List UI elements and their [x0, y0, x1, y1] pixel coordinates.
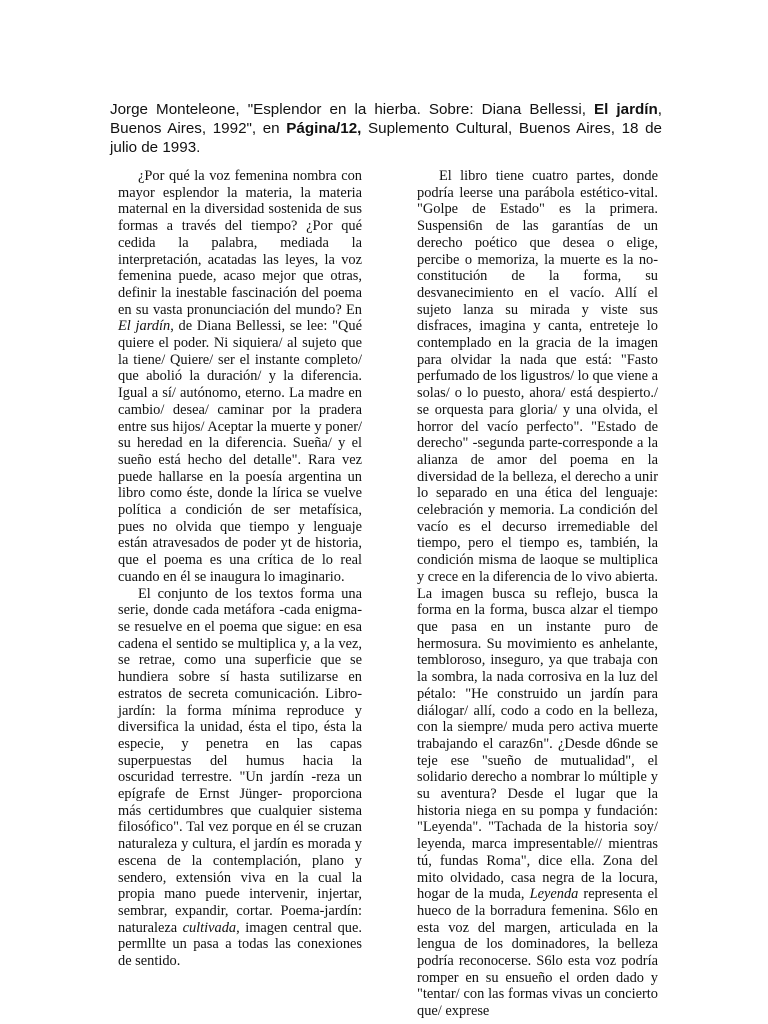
- left-column: [118, 168, 362, 970]
- left-p2-text-b: , imagen central que. permllte un pasa a todas las conexiones de sentido.: [118, 919, 362, 970]
- left-p2-text-a: El conjunto de los textos forma una serie, donde cada metáfora -cada enigma- se resuelve en el poema que sigue: en esa cadena el sentido se multiplica y, a la vez, se retrae, como una superficie que se hundiera sobre sí hasta sutilizarse en estratos de secreta comunicación. Libro-jardín: la forma mínima reproduce y diversifica la unidad, ésta el tipo, ésta la especie, y penetra en las capas superpuestas del humus hacia la oscuridad terrestre. "Un jardín -reza un epígrafe de Ernst Jünger- proporciona más certidumbres que cualquier sistema filosófico". Tal vez porque en él se cruzan naturaleza y cultura, el jardín es morada y escena de la contemplación, plano y sendero, extensión viva en la cual la propia mano puede intervenir, injertar, sembrar, expandir, cortar. Poema-jardín: naturaleza: [118, 585, 362, 936]
- left-paragraph-1: [118, 168, 362, 586]
- citation-text-2: , Buenos Aires, 1992", en: [110, 101, 662, 137]
- left-p1-book-title: El jardín: [118, 318, 171, 335]
- left-p1-text-a: ¿Por qué la voz femenina nombra con mayor esplendor la materia, la materia maternal en la diversidad sostenida de sus formas a través del tiempo? ¿Por qué cedida la palabra, mediada la interpretación, acatadas las leyes, la voz femenina puede, acaso mejor que otras, definir la inestable fascinación del poema en su vasta pronunciación del mundo? En: [118, 168, 362, 318]
- right-p1-text-a: El libro tiene cuatro partes, donde podría leerse una parábola estético-vital. "Golpe de Estado" es la primera. Suspensi6n de las garantías de un derecho poético que desea o elige, percibe o memoriza, la muerte es la no-constitución de la forma, su desvanecimiento en el vacío. Allí el sujeto lanza su mirada y viste sus disfraces, imagina y canta, entreteje lo contemplado en la gracia de la imagen para olvidar la nada que está: "Fasto perfumado de los ligustros/ lo que viene a solas/ o lo puesto, ahora/ está despierto./ se orquesta para gloria/ y una olvida, el horror del vacío perfecto". "Estado de derecho" -segunda parte-corresponde a la alianza de amor del poema en la diversidad de la belleza, el derecho a unir lo separado en una ética del lenguaje: celebración y memoria. La condición del vacío es el decurso irremediable del tiempo, pero el tiempo es, también, la condición misma de laoque se multiplica y crece en la diferencia de lo vivo abierta. La imagen busca su reflejo, busca la forma en la forma, busca alzar el tiempo que pasa en un instante puro de hermosura. Su movimiento es anhelante, tembloroso, inseguro, ya que trabaja con la sombra, la nada corrosiva en la luz del pétalo: "He construido un jardín para diálogar/ allí, codo a codo en la belleza, con la siempre/ muda pero activa muerte trabajando el caraz6n". ¿Desde d6nde se teje ese "sueño de mutualidad", el solidario derecho a nombrar lo múltiple y su aventura? Desde el lugar que la historia niega en su pompa y fundación: "Leyenda". "Tachada de la historia soy/ leyenda, marca impresentable// mientras tú, fundas Roma", dice ella. Zona del mito olvidado, casa negra de la locura, hogar de la muda,: [417, 168, 658, 903]
- right-p1-text-b: representa el hueco de la borradura femenina. S6lo en esta voz del margen, articulada en la lengua de los dominadores, la belleza podría reconocerse. S6lo esta voz podría romper en su ensueño el orden dado y "tentar/ con las formas vivas un concierto que/ exprese: [417, 886, 658, 1020]
- right-p1-italic: Leyenda: [529, 886, 579, 903]
- citation-text-3: Suplemento Cultural, Buenos Aires, 18 de julio de 1993.: [110, 120, 662, 156]
- citation-text-1: Jorge Monteleone, "Esplendor en la hierba. Sobre: Diana Bellessi,: [110, 101, 594, 118]
- left-paragraph-2: [118, 586, 362, 970]
- citation-header: [110, 100, 662, 157]
- right-column: [417, 168, 658, 1020]
- right-paragraph-1: [417, 168, 658, 1020]
- newspaper-name: Página/12,: [286, 120, 362, 137]
- book-title: El jardín: [594, 101, 658, 118]
- left-p2-italic: cultivada: [182, 919, 237, 936]
- left-p1-text-b: , de Diana Bellessi, se lee: "Qué quiere el poder. Ni siquiera/ al sujeto que la tiene/ Quiere/ ser el instante completo/ que abolió la duración/ y la diferencia. Igual a sí/ autónomo, eterno. La madre en cambio/ desea/ caminar por la pradera entre sus hijos/ Aceptar la muerte y poner/ su heredad en la diferencia. Sueña/ y el sueño está hecho del detalle". Rara vez puede hallarse en la poesía argentina un libro como éste, donde la lírica se vuelve política a condición de ser metafísica, pues no olvida que tiempo y lenguaje están atravesados de poder yt de historia, que el poema es una crítica de lo real cuando en él se inaugura lo imaginario.: [118, 318, 362, 585]
